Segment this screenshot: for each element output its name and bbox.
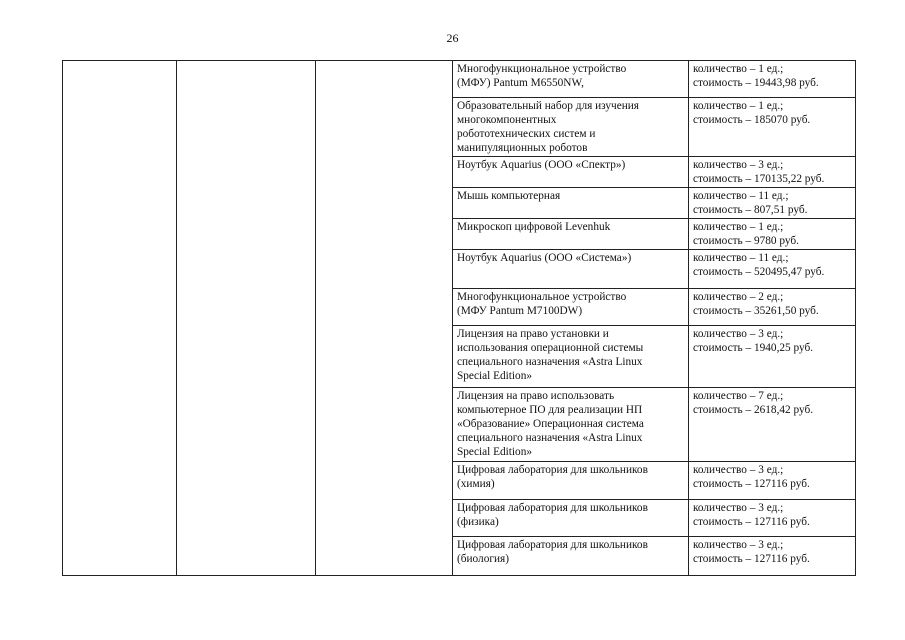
item-details: количество – 3 ед.; стоимость – 127116 руб. — [693, 502, 810, 528]
item-details: количество – 3 ед.; стоимость – 170135,22 руб. — [693, 159, 825, 185]
item-details: количество – 3 ед.; стоимость – 1940,25 руб. — [693, 328, 814, 354]
item-name: Мышь компьютерная — [457, 190, 561, 202]
item-name: Цифровая лаборатория для школьников (биология) — [457, 539, 648, 565]
details-cell — [689, 388, 856, 462]
details-cell — [689, 500, 856, 537]
equipment-table — [62, 60, 856, 576]
item-name: Микроскоп цифровой Levenhuk — [457, 221, 611, 233]
item-cell — [453, 289, 689, 326]
details-cell — [689, 61, 856, 98]
blank-column-3 — [316, 61, 453, 576]
item-details: количество – 3 ед.; стоимость – 127116 руб. — [693, 539, 810, 565]
details-cell — [689, 188, 856, 219]
item-details: количество – 1 ед.; стоимость – 185070 руб. — [693, 100, 811, 126]
item-name: Лицензия на право использовать компьютерное ПО для реализации НП «Образование» Операционная система специального назначения «Astra Linux Special Edition» — [457, 390, 644, 458]
item-details: количество – 11 ед.; стоимость – 520495,47 руб. — [693, 252, 825, 278]
item-name: Многофункциональное устройство (МФУ Pantum M7100DW) — [457, 291, 627, 317]
item-name: Цифровая лаборатория для школьников (физика) — [457, 502, 648, 528]
table-body — [63, 61, 856, 576]
item-name: Цифровая лаборатория для школьников (химия) — [457, 464, 648, 490]
page-number: 26 — [446, 31, 459, 45]
item-name: Образовательный набор для изучения многокомпонентных робототехнических систем и манипуляционных роботов — [457, 100, 640, 154]
item-cell — [453, 462, 689, 500]
item-cell — [453, 98, 689, 157]
details-cell — [689, 157, 856, 188]
details-cell — [689, 537, 856, 576]
item-details: количество – 3 ед.; стоимость – 127116 руб. — [693, 464, 810, 490]
details-cell — [689, 98, 856, 157]
item-cell — [453, 250, 689, 289]
item-name: Лицензия на право установки и использования операционной системы специального назначения «Astra Linux Special Edition» — [457, 328, 644, 382]
item-details: количество – 11 ед.; стоимость – 807,51 руб. — [693, 190, 808, 216]
item-details: количество – 1 ед.; стоимость – 9780 руб. — [693, 221, 799, 247]
item-cell — [453, 61, 689, 98]
blank-column-1 — [63, 61, 177, 576]
item-cell — [453, 188, 689, 219]
item-cell — [453, 500, 689, 537]
item-cell — [453, 388, 689, 462]
item-cell — [453, 537, 689, 576]
table-row — [63, 61, 856, 98]
item-name: Многофункциональное устройство (МФУ) Pantum M6550NW, — [457, 63, 627, 89]
details-cell — [689, 219, 856, 250]
item-cell — [453, 219, 689, 250]
item-name: Ноутбук Aquarius (ООО «Система») — [457, 252, 632, 264]
details-cell — [689, 326, 856, 388]
blank-column-2 — [177, 61, 316, 576]
item-details: количество – 2 ед.; стоимость – 35261,50 руб. — [693, 291, 819, 317]
item-name: Ноутбук Aquarius (ООО «Спектр») — [457, 159, 626, 171]
details-cell — [689, 462, 856, 500]
item-details: количество – 7 ед.; стоимость – 2618,42 руб. — [693, 390, 814, 416]
details-cell — [689, 250, 856, 289]
item-cell — [453, 157, 689, 188]
item-details: количество – 1 ед.; стоимость – 19443,98 руб. — [693, 63, 819, 89]
details-cell — [689, 289, 856, 326]
item-cell — [453, 326, 689, 388]
